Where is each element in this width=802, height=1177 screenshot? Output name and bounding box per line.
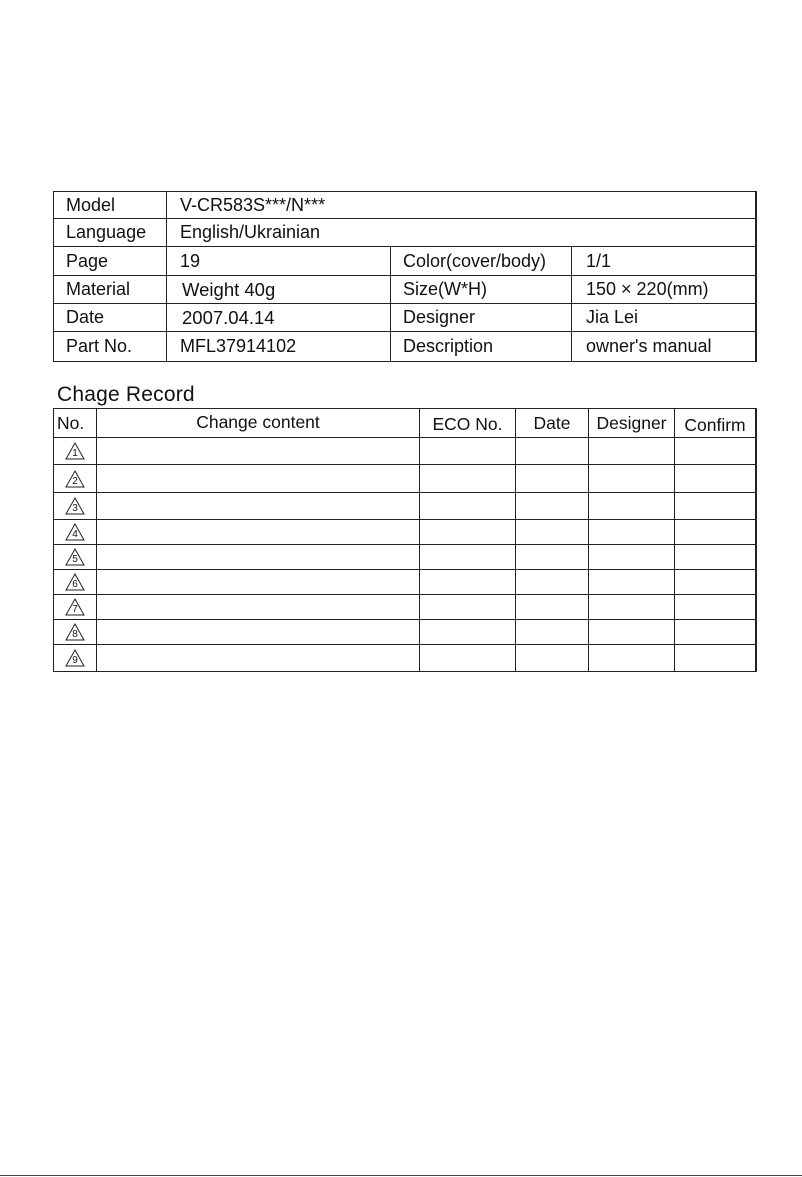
header-change-content: Change content xyxy=(97,409,420,437)
change-record-row xyxy=(54,493,755,520)
revision-triangle-icon xyxy=(65,573,85,591)
row-no-cell xyxy=(54,620,97,644)
row-designer-cell xyxy=(589,493,675,519)
row-eco-cell xyxy=(420,645,516,671)
change-record-row xyxy=(54,520,755,545)
row-designer-cell xyxy=(589,645,675,671)
size-label: Size(W*H) xyxy=(391,276,572,303)
language-value: English/Ukrainian xyxy=(180,222,321,242)
revision-number: 2 xyxy=(72,475,78,487)
row-designer-cell xyxy=(589,570,675,594)
designer-label: Designer xyxy=(391,304,572,331)
row-no-cell xyxy=(54,520,97,544)
row-designer-cell xyxy=(589,620,675,644)
spec-row-language xyxy=(54,219,755,247)
language-label: Language xyxy=(54,219,167,246)
row-date-cell xyxy=(516,620,589,644)
row-eco-cell xyxy=(420,570,516,594)
size-value: 150 × 220(mm) xyxy=(586,279,709,299)
change-record-title: Chage Record xyxy=(57,383,195,406)
revision-triangle-icon xyxy=(65,649,85,667)
spec-row-partno xyxy=(54,332,755,361)
revision-triangle-icon xyxy=(65,470,85,488)
row-content-cell xyxy=(97,438,420,464)
row-date-cell xyxy=(516,465,589,492)
spec-table xyxy=(53,191,757,362)
row-no-cell xyxy=(54,595,97,619)
page-bottom-rule xyxy=(0,1175,802,1176)
page-label: Page xyxy=(54,247,167,275)
row-content-cell xyxy=(97,545,420,569)
row-eco-cell xyxy=(420,620,516,644)
change-record-header xyxy=(54,409,755,438)
designer-value: Jia Lei xyxy=(586,307,639,327)
row-confirm-cell xyxy=(675,595,755,619)
header-confirm: Confirm xyxy=(684,415,746,435)
row-confirm-cell xyxy=(675,545,755,569)
row-no-cell xyxy=(54,438,97,464)
partno-value: MFL37914102 xyxy=(167,332,391,361)
revision-triangle-icon xyxy=(65,598,85,616)
revision-triangle-icon xyxy=(65,497,85,515)
revision-triangle-icon xyxy=(65,623,85,641)
row-content-cell xyxy=(97,645,420,671)
description-label: Description xyxy=(391,332,572,361)
row-eco-cell xyxy=(420,520,516,544)
material-value: Weight 40g xyxy=(167,276,391,303)
row-date-cell xyxy=(516,520,589,544)
model-value: V-CR583S***/N*** xyxy=(180,194,326,215)
row-content-cell xyxy=(97,465,420,492)
row-content-cell xyxy=(97,620,420,644)
date-label: Date xyxy=(54,304,167,331)
row-eco-cell xyxy=(420,595,516,619)
description-value: owner's manual xyxy=(586,336,712,356)
row-date-cell xyxy=(516,570,589,594)
row-eco-cell xyxy=(420,465,516,492)
row-designer-cell xyxy=(589,438,675,464)
color-value: 1/1 xyxy=(586,250,612,271)
row-confirm-cell xyxy=(675,465,755,492)
revision-triangle-icon xyxy=(65,523,85,541)
change-record-row xyxy=(54,570,755,595)
change-record-row xyxy=(54,465,755,493)
row-no-cell xyxy=(54,493,97,519)
material-label: Material xyxy=(54,276,167,303)
row-confirm-cell xyxy=(675,493,755,519)
header-no: No. xyxy=(54,409,97,437)
spec-row-page xyxy=(54,247,755,276)
revision-triangle-icon xyxy=(65,548,85,566)
revision-number: 1 xyxy=(72,448,78,459)
header-date: Date xyxy=(516,409,589,437)
revision-number: 4 xyxy=(72,529,78,540)
partno-label: Part No. xyxy=(54,332,167,361)
change-record-row xyxy=(54,620,755,645)
row-designer-cell xyxy=(589,465,675,492)
row-no-cell xyxy=(54,545,97,569)
revision-number: 3 xyxy=(72,503,78,514)
row-content-cell xyxy=(97,520,420,544)
revision-number: 8 xyxy=(72,629,78,640)
row-date-cell xyxy=(516,438,589,464)
row-content-cell xyxy=(97,595,420,619)
row-confirm-cell xyxy=(675,570,755,594)
row-no-cell xyxy=(54,645,97,671)
row-content-cell xyxy=(97,493,420,519)
row-content-cell xyxy=(97,570,420,594)
revision-number: 6 xyxy=(72,579,78,590)
header-designer: Designer xyxy=(589,409,675,437)
change-record-row xyxy=(54,595,755,620)
row-eco-cell xyxy=(420,545,516,569)
model-label: Model xyxy=(54,192,167,218)
revision-number: 9 xyxy=(72,655,78,666)
row-designer-cell xyxy=(589,595,675,619)
spec-row-date xyxy=(54,304,755,332)
page-value: 19 xyxy=(167,247,391,275)
revision-number: 5 xyxy=(72,554,78,565)
change-record-row xyxy=(54,545,755,570)
row-confirm-cell xyxy=(675,645,755,671)
row-eco-cell xyxy=(420,438,516,464)
row-no-cell xyxy=(54,465,97,492)
spec-row-model xyxy=(54,192,755,219)
revision-number: 7 xyxy=(72,604,78,615)
spec-row-material xyxy=(54,276,755,304)
revision-triangle-icon xyxy=(65,442,85,460)
row-designer-cell xyxy=(589,545,675,569)
row-confirm-cell xyxy=(675,520,755,544)
header-eco-no: ECO No. xyxy=(420,409,516,437)
row-date-cell xyxy=(516,545,589,569)
row-date-cell xyxy=(516,595,589,619)
change-record-table xyxy=(53,408,757,672)
color-label: Color(cover/body) xyxy=(391,247,572,275)
row-eco-cell xyxy=(420,493,516,519)
row-no-cell xyxy=(54,570,97,594)
date-value: 2007.04.14 xyxy=(167,304,391,331)
change-record-row xyxy=(54,438,755,465)
row-date-cell xyxy=(516,493,589,519)
change-record-row xyxy=(54,645,755,671)
row-confirm-cell xyxy=(675,438,755,464)
row-designer-cell xyxy=(589,520,675,544)
row-date-cell xyxy=(516,645,589,671)
row-confirm-cell xyxy=(675,620,755,644)
